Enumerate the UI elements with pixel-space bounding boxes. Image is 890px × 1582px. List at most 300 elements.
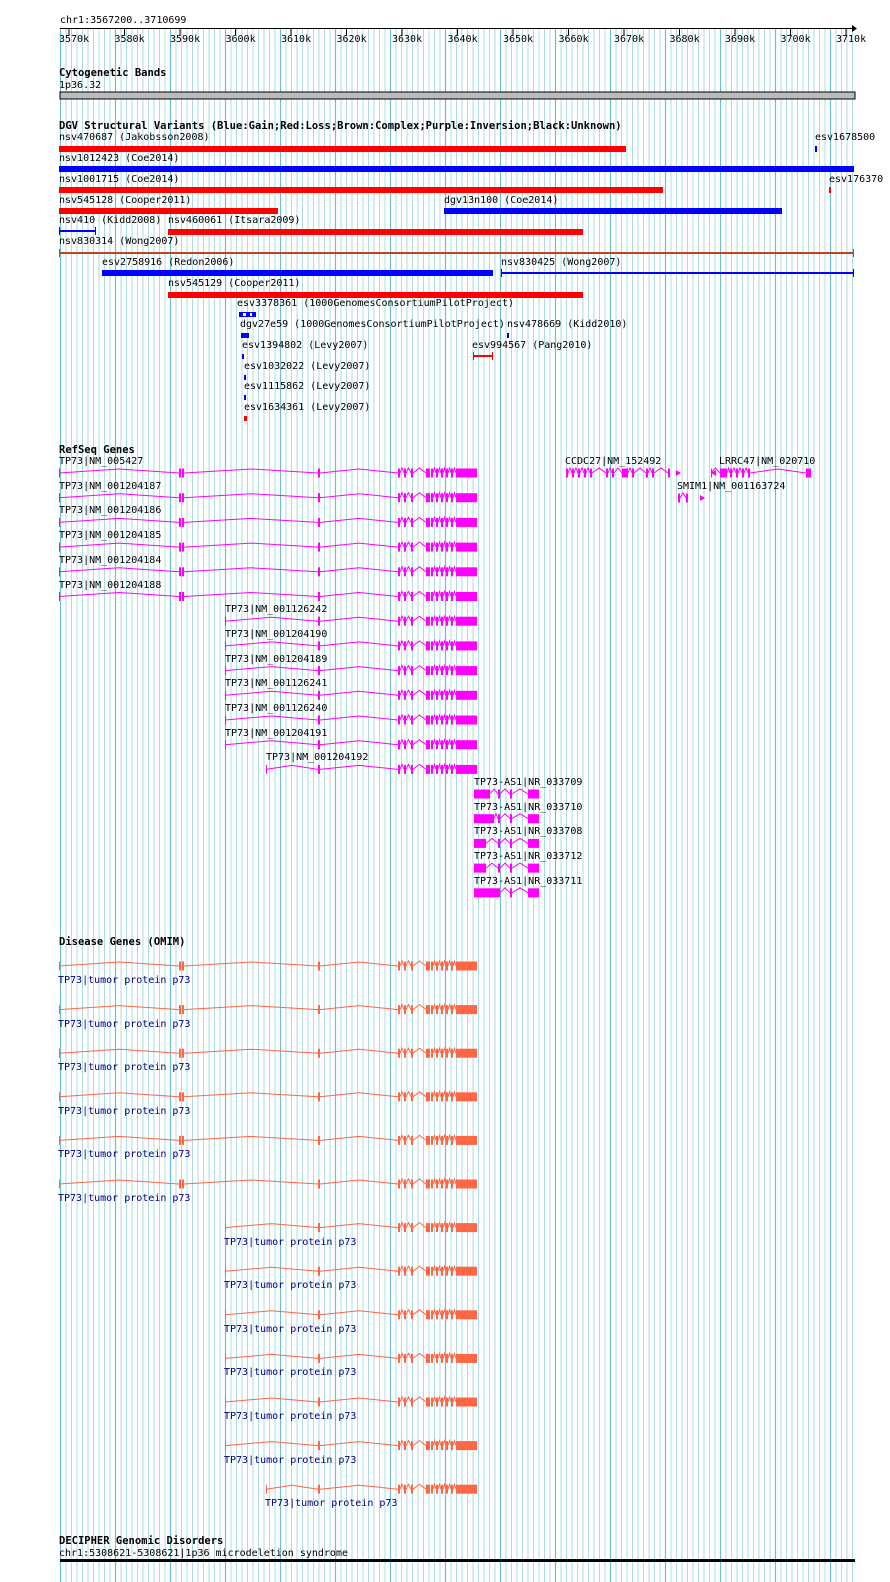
exon (426, 641, 430, 650)
exon (431, 1267, 433, 1276)
exon (441, 1485, 443, 1494)
exon (456, 1310, 477, 1319)
omim-gene-TP73-10[interactable] (225, 1397, 477, 1407)
exon (404, 716, 406, 725)
exon (404, 1136, 406, 1145)
omim-gene-TP73-6[interactable] (225, 1223, 477, 1233)
exon (411, 617, 413, 626)
refseq-label[interactable]: CCDC27|NM_152492 (565, 456, 662, 467)
exon (404, 1485, 406, 1494)
exon (736, 469, 738, 478)
exon (441, 641, 443, 650)
exon (411, 765, 413, 774)
exon (446, 1180, 448, 1189)
exon (451, 518, 453, 527)
dgv-label[interactable]: nsv545128 (Cooper2011) (59, 195, 192, 206)
refseq-label[interactable]: TP73-AS1|NR_033711 (474, 875, 583, 887)
exon (426, 543, 430, 552)
dgv-nsv830314[interactable] (59, 252, 854, 254)
omim-gene-TP73-1[interactable] (59, 1005, 477, 1015)
intron-lines (59, 1135, 456, 1140)
exon (182, 1005, 184, 1014)
gene-TP73-AS1-NR_033711-4[interactable] (474, 888, 539, 898)
dgv-label[interactable]: esv3378361 (1000GenomesConsortiumPilotProject) (237, 298, 514, 309)
exon (411, 716, 413, 725)
exon (451, 666, 453, 675)
omim-gene-TP73-2[interactable] (59, 1048, 477, 1058)
intron-lines (59, 1048, 456, 1053)
dgv-label[interactable]: esv176370 (829, 174, 884, 185)
exon (404, 1267, 406, 1276)
exon (318, 493, 320, 502)
ruler-tick-label: 3660k (558, 34, 589, 45)
exon (436, 962, 438, 971)
ruler-tick-label: 3650k (503, 34, 534, 45)
exon (436, 1267, 438, 1276)
dgv-label[interactable]: nsv830314 (Wong2007) (59, 236, 180, 247)
exon (431, 567, 433, 576)
omim-label[interactable]: TP73|tumor protein p73 (224, 1367, 357, 1379)
dgv-label[interactable]: nsv545129 (Cooper2011) (168, 278, 301, 289)
intron-lines (680, 493, 686, 498)
ruler-tick-label: 3620k (336, 34, 367, 45)
dgv-label[interactable]: nsv1001715 (Coe2014) (59, 174, 180, 185)
omim-gene-TP73-4[interactable] (59, 1135, 477, 1145)
exon (446, 1005, 448, 1014)
gene-TP73-AS1-NR_033712-3[interactable] (474, 863, 539, 873)
dgv-dgv13n100[interactable] (444, 208, 782, 214)
exon (398, 592, 400, 601)
cytoband-1p36-32[interactable] (60, 92, 855, 99)
exon (456, 962, 477, 971)
exon (318, 518, 320, 527)
exon (411, 1092, 413, 1101)
intron-lines (59, 1005, 456, 1010)
exon (441, 543, 443, 552)
dgv-nsv478669[interactable] (507, 333, 509, 338)
exon (179, 1180, 181, 1189)
exon (411, 1398, 413, 1407)
ruler-tick-label: 3580k (114, 34, 145, 45)
refseq-label[interactable]: TP73|NM_001126241 (225, 678, 328, 690)
exon (426, 518, 430, 527)
exon (456, 1005, 477, 1014)
exon (528, 864, 539, 873)
dgv-label[interactable]: nsv470687 (Jakobsson2008) (59, 132, 210, 143)
exon (398, 716, 400, 725)
refseq-label[interactable]: TP73|NM_001126242 (225, 604, 328, 616)
exon (451, 740, 453, 749)
exon (441, 962, 443, 971)
exon (436, 666, 438, 675)
decipher-bar[interactable] (60, 1559, 855, 1562)
exon (456, 493, 477, 502)
exon (446, 543, 448, 552)
refseq-label[interactable]: TP73|NM_001204185 (59, 530, 162, 542)
omim-label[interactable]: TP73|tumor protein p73 (58, 1062, 191, 1074)
gene-TP73-NM_001204184[interactable] (59, 567, 477, 577)
gene-TP73-NM_001204191[interactable] (225, 740, 477, 750)
gene-TP73-NM_001204187[interactable] (59, 493, 477, 503)
intron-lines (225, 690, 456, 695)
refseq-label[interactable]: TP73|NM_001204190 (225, 628, 328, 640)
exon (456, 740, 477, 749)
ruler-tick-label: 3670k (614, 34, 645, 45)
intron-lines (59, 1179, 456, 1184)
exon (446, 1049, 448, 1058)
dgv-dgv27e59[interactable] (241, 333, 249, 338)
dgv-nsv830314-end (853, 249, 854, 257)
gene-TP73-AS1-NR_033709-0[interactable] (474, 789, 539, 799)
gene-TP73-AS1-NR_033710-1[interactable] (474, 814, 539, 824)
exon (441, 1136, 443, 1145)
exon (446, 1223, 448, 1232)
refseq-label[interactable]: TP73|NM_001204184 (59, 554, 162, 566)
exon (451, 1136, 453, 1145)
exon (446, 1354, 448, 1363)
dgv-label[interactable]: esv1678500 (815, 132, 876, 143)
gene-TP73-AS1-NR_033708-2[interactable] (474, 838, 539, 848)
ruler-tick-label: 3590k (170, 34, 201, 45)
exon (411, 666, 413, 675)
exon (441, 518, 443, 527)
omim-label[interactable]: TP73|tumor protein p73 (224, 1323, 357, 1335)
exon (426, 666, 430, 675)
exon (404, 740, 406, 749)
exon (678, 494, 680, 503)
refseq-label[interactable]: TP73-AS1|NR_033709 (474, 777, 583, 788)
gene-TP73-NM_001204185[interactable] (59, 542, 477, 552)
exon (182, 1092, 184, 1101)
dgv-esv3378361[interactable] (239, 312, 256, 317)
omim-label[interactable]: TP73|tumor protein p73 (58, 1105, 191, 1117)
exon (426, 567, 430, 576)
track-title-decipher: DECIPHER Genomic Disorders (59, 1535, 224, 1547)
exon (404, 493, 406, 502)
exon (528, 790, 539, 799)
exon (426, 716, 430, 725)
dgv-esv2758916[interactable] (102, 270, 493, 276)
refseq-label[interactable]: TP73|NM_001204186 (59, 505, 162, 517)
exon (528, 814, 539, 823)
exon (436, 1049, 438, 1058)
exon (436, 740, 438, 749)
refseq-label[interactable]: TP73|NM_001204192 (266, 752, 369, 764)
exon (182, 1180, 184, 1189)
exon (431, 1180, 433, 1189)
dgv-label[interactable]: esv1115862 (Levy2007) (244, 381, 371, 392)
exon (456, 1354, 477, 1363)
exon (179, 1049, 181, 1058)
intron-lines (225, 641, 456, 646)
dgv-nsv460061[interactable] (168, 229, 583, 235)
exon (179, 493, 181, 502)
dgv-esv1032022[interactable] (244, 375, 246, 380)
refseq-label[interactable]: TP73|NM_001204187 (59, 480, 162, 492)
intron-lines (225, 1266, 456, 1271)
exon (318, 740, 320, 749)
dgv-esv1115862[interactable] (244, 395, 246, 400)
exon (318, 1180, 320, 1189)
exon (584, 469, 586, 478)
gene-start (266, 1485, 267, 1494)
omim-label[interactable]: TP73|tumor protein p73 (224, 1236, 357, 1248)
dgv-nsv1001715[interactable] (59, 187, 663, 193)
dgv-label[interactable]: nsv1012423 (Coe2014) (59, 153, 180, 164)
dgv-nsv410[interactable] (59, 230, 96, 232)
omim-gene-TP73-11[interactable] (225, 1441, 477, 1451)
exon (426, 1354, 430, 1363)
dgv-label[interactable]: esv1634361 (Levy2007) (244, 402, 371, 413)
exon (451, 716, 453, 725)
exon (431, 469, 433, 478)
ruler-range-label: chr1:3567200..3710699 (60, 15, 187, 26)
exon (446, 1310, 448, 1319)
exon (456, 1441, 477, 1450)
exon (446, 1485, 448, 1494)
refseq-label[interactable]: TP73|NM_001204191 (225, 727, 328, 739)
omim-gene-TP73-3[interactable] (59, 1092, 477, 1102)
exon (446, 765, 448, 774)
exon (456, 765, 477, 774)
exon (436, 1485, 438, 1494)
intron-lines (490, 789, 528, 794)
exon (182, 493, 184, 502)
exon (404, 641, 406, 650)
dgv-label[interactable]: esv994567 (Pang2010) (472, 340, 593, 351)
gene-TP73-NM_001204189[interactable] (225, 666, 477, 676)
exon (431, 1485, 433, 1494)
exon (431, 1310, 433, 1319)
dgv-label[interactable]: dgv27e59 (1000GenomesConsortiumPilotProject) (240, 319, 505, 330)
dgv-nsv1012423[interactable] (59, 166, 854, 172)
exon (398, 1267, 400, 1276)
dgv-label[interactable]: dgv13n100 (Coe2014) (444, 195, 559, 206)
exon (441, 567, 443, 576)
exon (404, 765, 406, 774)
track-title-refseq: RefSeq Genes (59, 444, 135, 456)
exon (398, 1398, 400, 1407)
exon (431, 666, 433, 675)
gene-TP73-NM_001204192[interactable] (266, 764, 477, 774)
exon (646, 469, 648, 478)
exon (426, 617, 430, 626)
gene-TP73-NM_001204190[interactable] (225, 641, 477, 651)
exon (431, 1441, 433, 1450)
refseq-label[interactable]: TP73-AS1|NR_033708 (474, 826, 583, 838)
dgv-label[interactable]: nsv410 (Kidd2008) (59, 215, 162, 226)
exon (179, 962, 181, 971)
exon (446, 1092, 448, 1101)
exon (398, 1092, 400, 1101)
exon (451, 1354, 453, 1363)
track-title-cytoband: Cytogenetic Bands (59, 67, 167, 79)
refseq-label[interactable]: TP73|NM_001204188 (59, 579, 162, 591)
exon (179, 1005, 181, 1014)
omim-gene-TP73-8[interactable] (225, 1310, 477, 1320)
exon (398, 666, 400, 675)
exon (398, 567, 400, 576)
ruler-tick-label: 3570k (59, 34, 90, 45)
exon (411, 1180, 413, 1189)
dgv-nsv830425[interactable] (501, 272, 854, 274)
exon (456, 518, 477, 527)
refseq-label[interactable]: TP73|NM_001126240 (225, 703, 328, 714)
exon (318, 641, 320, 650)
refseq-label[interactable]: TP73|NM_005427 (59, 456, 144, 467)
omim-gene-TP73-12[interactable] (266, 1484, 477, 1494)
omim-label[interactable]: TP73|tumor protein p73 (58, 1193, 191, 1204)
gene-CCDC27[interactable] (566, 468, 670, 478)
omim-label[interactable]: TP73|tumor protein p73 (224, 1454, 357, 1466)
omim-label[interactable]: TP73|tumor protein p73 (224, 1280, 357, 1292)
exon (411, 469, 413, 478)
exon (436, 1005, 438, 1014)
exon (474, 814, 494, 823)
refseq-label[interactable]: SMIM1|NM_001163724 (677, 481, 786, 492)
dgv-nsv410-end (95, 227, 96, 235)
gene-SMIM1[interactable] (678, 493, 688, 503)
exon (632, 469, 634, 478)
dgv-esv994567[interactable] (473, 355, 493, 357)
exon (431, 1092, 433, 1101)
omim-gene-TP73-5[interactable] (59, 1179, 477, 1189)
exon (474, 864, 486, 873)
exon (446, 617, 448, 626)
omim-label[interactable]: TP73|tumor protein p73 (58, 1018, 191, 1030)
gene-TP73-NM_001204186[interactable] (59, 517, 477, 527)
exon (411, 518, 413, 527)
gene-TP73-NM_005427[interactable] (59, 468, 477, 478)
dgv-label[interactable]: esv1394802 (Levy2007) (242, 340, 369, 351)
exon (441, 716, 443, 725)
gene-start (59, 567, 60, 576)
exon (318, 691, 320, 700)
exon (182, 518, 184, 527)
refseq-label[interactable]: LRRC47|NM_020710 (719, 456, 816, 467)
exon (436, 543, 438, 552)
dgv-label[interactable]: nsv830425 (Wong2007) (501, 257, 622, 268)
exon (436, 716, 438, 725)
omim-gene-TP73-0[interactable] (59, 961, 477, 971)
omim-label[interactable]: TP73|tumor protein p73 (58, 1149, 191, 1161)
dgv-esv176370[interactable] (829, 187, 831, 193)
exon (179, 518, 181, 527)
exon (182, 543, 184, 552)
exon (446, 716, 448, 725)
exon (474, 790, 490, 799)
exon (441, 617, 443, 626)
exon (456, 641, 477, 650)
refseq-label[interactable]: TP73-AS1|NR_033712 (474, 851, 583, 863)
exon (182, 469, 184, 478)
gene-TP73-NM_001126240[interactable] (225, 715, 477, 725)
ruler-tick-label: 3680k (669, 34, 700, 45)
exon (446, 666, 448, 675)
exon (590, 469, 592, 478)
exon (436, 518, 438, 527)
exon (318, 1136, 320, 1145)
exon (318, 1267, 320, 1276)
exon (451, 641, 453, 650)
omim-gene-TP73-7[interactable] (225, 1266, 477, 1276)
refseq-label[interactable]: TP73-AS1|NR_033710 (474, 801, 583, 813)
intron-lines (225, 666, 456, 671)
gene-LRRC47[interactable] (711, 468, 811, 478)
exon (318, 1005, 320, 1014)
exon (426, 1223, 430, 1232)
dgv-label[interactable]: esv2758916 (Redon2006) (102, 257, 235, 268)
gene-TP73-NM_001126242[interactable] (225, 616, 477, 626)
exon (398, 691, 400, 700)
exon (404, 1310, 406, 1319)
intron-lines (59, 542, 456, 547)
exon (456, 1092, 477, 1101)
exon (436, 1441, 438, 1450)
exon (426, 1310, 430, 1319)
exon (426, 1049, 430, 1058)
exon (451, 1310, 453, 1319)
dgv-esv1394802[interactable] (242, 354, 244, 359)
exon (451, 765, 453, 774)
exon (451, 1180, 453, 1189)
dgv-esv1678500[interactable] (815, 146, 817, 152)
intron-lines (486, 838, 528, 843)
exon (179, 469, 181, 478)
dgv-label[interactable]: nsv478669 (Kidd2010) (507, 319, 628, 330)
omim-label[interactable]: TP73|tumor protein p73 (265, 1498, 398, 1510)
decipher-feature-label[interactable]: chr1:5308621-5308621|1p36 microdeletion syndrome (59, 1548, 348, 1559)
exon (398, 518, 400, 527)
dgv-nsv830314-start (59, 249, 60, 257)
exon (398, 1441, 400, 1450)
exon (446, 641, 448, 650)
refseq-label[interactable]: TP73|NM_001204189 (225, 653, 328, 665)
omim-label[interactable]: TP73|tumor protein p73 (224, 1411, 357, 1422)
exon (436, 765, 438, 774)
exon (510, 864, 512, 873)
gene-TP73-NM_001126241[interactable] (225, 690, 477, 700)
exon (441, 1180, 443, 1189)
gene-start (59, 962, 60, 971)
dgv-nsv470687[interactable] (59, 146, 626, 152)
omim-gene-TP73-9[interactable] (225, 1353, 477, 1363)
exon (498, 814, 500, 823)
omim-label[interactable]: TP73|tumor protein p73 (58, 975, 191, 986)
exon (404, 518, 406, 527)
dgv-label[interactable]: nsv460061 (Itsara2009) (168, 215, 301, 226)
exon (436, 493, 438, 502)
exon (441, 1310, 443, 1319)
dgv-esv1634361[interactable] (244, 416, 247, 421)
track-title-omim: Disease Genes (OMIM) (59, 936, 186, 948)
exon (398, 493, 400, 502)
exon (318, 1223, 320, 1232)
exon (686, 494, 688, 503)
gene-start (59, 518, 60, 527)
gene-TP73-NM_001204188[interactable] (59, 592, 477, 602)
intron-lines (225, 1397, 456, 1402)
exon (404, 592, 406, 601)
dgv-nsv545128[interactable] (59, 208, 278, 214)
exon (446, 592, 448, 601)
exon (404, 962, 406, 971)
exon (404, 617, 406, 626)
dgv-label[interactable]: esv1032022 (Levy2007) (244, 361, 371, 372)
exon (510, 839, 512, 848)
exon (398, 617, 400, 626)
intron-lines (225, 1223, 456, 1228)
